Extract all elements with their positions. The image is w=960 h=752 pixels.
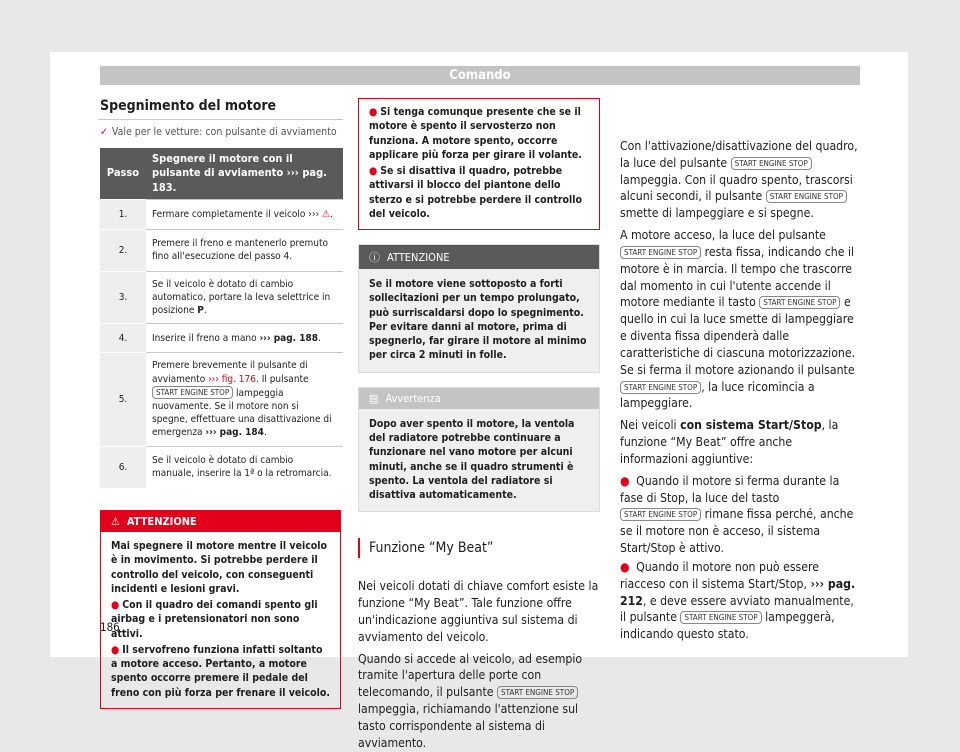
page-ref-link[interactable]: ››› pag. 212 (620, 576, 856, 608)
list-item: ● Il servofreno funziona infatti soltanto a motore acceso. Pertanto, a motore spento occorre premere il pedale del freno con più forza per frenare il veicolo. (111, 643, 330, 699)
check-icon: ✓ (100, 126, 108, 138)
page-ref-link[interactable]: ››› pag. 184 (205, 427, 264, 439)
divider (98, 119, 343, 120)
paragraph: A motore acceso, la luce del pulsante START ENGINE STOP resta fissa, indicando che il motore è in marcia. Il tempo che trascorre dal momento in cui l'utente accende il motore mediante il tasto START ENGINE STOP e quello in cui la luce smette di lampeggiare e diventa fissa dipenderà dalle caratteristiche di ciascuna motorizzazione. Se si ferma il motore azionando il pulsante START ENGINE STOP , la luce ricomincia a lampeggiare. (620, 228, 856, 411)
list-item: ● Quando il motore non può essere riacceso con il sistema Start/Stop, ››› pag. 212, e deve essere avviato manualmente, il pulsante START ENGINE STOP lampeggerà, indicando questo stato. (620, 559, 856, 642)
note-box: ▤ Avvertenza Dopo aver spento il motore, la ventola del radiatore potrebbe continuare a funzionare nel vano motore per alcuni minuti, anche se il quadro strumenti è spento. La ventola del radiatore si disattiva automaticamente. (358, 387, 600, 513)
start-engine-stop-button-icon: START ENGINE STOP (731, 157, 812, 170)
section-header-bar: Comando (100, 66, 860, 85)
caution-header: ⓘ ATTENZIONE (359, 245, 599, 269)
page-number: 186 (100, 620, 120, 634)
table-header (100, 148, 343, 199)
warning-box (100, 510, 341, 709)
steps-table (100, 148, 343, 488)
warning-header: ⚠ ATTENZIONE (101, 511, 340, 532)
paragraph: Con l'attivazione/disattivazione del quadro, la luce del pulsante START ENGINE STOP lampeggia. Con il quadro spento, trascorsi alcuni secondi, il pulsante START ENGINE STOP smette di lampeggiare e si spegne. (620, 139, 858, 221)
start-engine-stop-button-icon: START ENGINE STOP (620, 381, 701, 394)
list-item: ● Si tenga comunque presente che se il motore è spento il servosterzo non funziona. A motore spento, occorre applicare più forza per girare il volante. (369, 106, 582, 161)
caution-box: ⓘ ATTENZIONE Se il motore viene sottoposto a forti sollecitazioni per un tempo prolungato, può surriscaldarsi dopo lo spegnimento. Per evitare danni al motore, prima di spegnerlo, far girare il motore al minimo per circa 2 minuti in folle. (358, 244, 600, 373)
section-title: Funzione “My Beat” (358, 538, 600, 558)
warning-box-continued (358, 98, 600, 230)
start-engine-stop-button-icon: START ENGINE STOP (497, 686, 578, 699)
table-row: 5. Premere brevemente il pulsante di avviamento ››› fig. 176. Il pulsante START ENGINE STOP lampeggia nuovamente. Se il motore non si spegne, effettuare una disattivazione di emergenza ››› pag. 184. (100, 353, 343, 446)
col-header-desc: Spegnere il motore con il pulsante di avviamento ››› pag. 183. (146, 148, 343, 199)
start-engine-stop-button-icon: START ENGINE STOP (766, 190, 847, 203)
warning-body: Mai spegnere il motore mentre il veicolo è in movimento. Si potrebbe perdere il controllo del veicolo, con conseguenti incidenti e lesioni gravi. ● Con il quadro dei comandi spento gli airbag e i pretensionatori non sono attivi. ● Il servofreno funziona infatti soltanto a motore acceso. Pertanto, a motore spento occorre premere il pedale del freno con più forza per frenare il veicolo. (111, 540, 330, 699)
note-header: ▤ Avvertenza (359, 388, 599, 409)
start-engine-stop-button-icon: START ENGINE STOP (620, 246, 701, 259)
start-engine-stop-button-icon: START ENGINE STOP (759, 296, 840, 309)
paragraph: Nei veicoli dotati di chiave comfort esiste la funzione “My Beat”. Tale funzione offre un'indicazione aggiuntiva sul sistema di avviamento del veicolo. (358, 579, 599, 644)
table-row: 3. Se il veicolo è dotato di cambio automatico, portare la leva selettrice in posizione P. (100, 271, 343, 324)
list-item: ● Con il quadro dei comandi spento gli airbag e i pretensionatori non sono attivi. (111, 599, 318, 640)
page-ref-link[interactable]: ››› pag. 188 (259, 332, 318, 344)
paragraph: Nei veicoli con sistema Start/Stop, la funzione “My Beat” offre anche informazioni aggiuntive: (620, 418, 839, 466)
applicability-note: ✓ Vale per le vetture: con pulsante di avviamento (100, 126, 337, 138)
page-ref-link[interactable]: ››› (308, 208, 320, 220)
start-engine-stop-button-icon: START ENGINE STOP (152, 386, 233, 399)
table-row: 1. Fermare completamente il veicolo ››› ⚠. (100, 199, 343, 229)
warning-triangle-icon: ⚠ (321, 208, 331, 220)
figure-ref-link[interactable]: ››› fig. 176 (208, 373, 256, 385)
table-row: 6. Se il veicolo è dotato di cambio manuale, inserire la 1ª o la retromarcia. (100, 446, 343, 488)
table-row: 2. Premere il freno e mantenerlo premuto fino all'esecuzione del passo 4. (100, 229, 343, 271)
note-icon: ▤ (369, 391, 379, 405)
page-ref-link[interactable]: ››› pag. 183. (152, 166, 327, 194)
paragraph: Quando si accede al veicolo, ad esempio tramite l'apertura delle porte con telecomando, il pulsante START ENGINE STOP lampeggia, richiamando l'attenzione sul tasto corrispondente al sistema di avviamento. (358, 651, 583, 750)
left-column (100, 98, 341, 709)
warning-triangle-icon: ⚠ (111, 515, 120, 529)
start-engine-stop-button-icon: START ENGINE STOP (680, 611, 761, 624)
start-engine-stop-button-icon: START ENGINE STOP (620, 508, 701, 521)
page-title: Spegnimento del motore (100, 98, 277, 114)
table-row: 4. Inserire il freno a mano ››› pag. 188. (100, 324, 343, 353)
list-item: ● Se si disattiva il quadro, potrebbe attivarsi il blocco del piantone dello sterzo e si potrebbe perdere il controllo del veicolo. (369, 165, 582, 220)
col-header-step: Passo (100, 148, 146, 199)
middle-column (358, 98, 600, 752)
right-column (620, 98, 860, 643)
info-circle-icon: ⓘ (369, 251, 380, 265)
list-item: ● Quando il motore si ferma durante la fase di Stop, la luce del tasto START ENGINE STOP rimane fissa perché, anche se il motore non è acceso, il sistema Start/Stop è attivo. (620, 473, 854, 556)
